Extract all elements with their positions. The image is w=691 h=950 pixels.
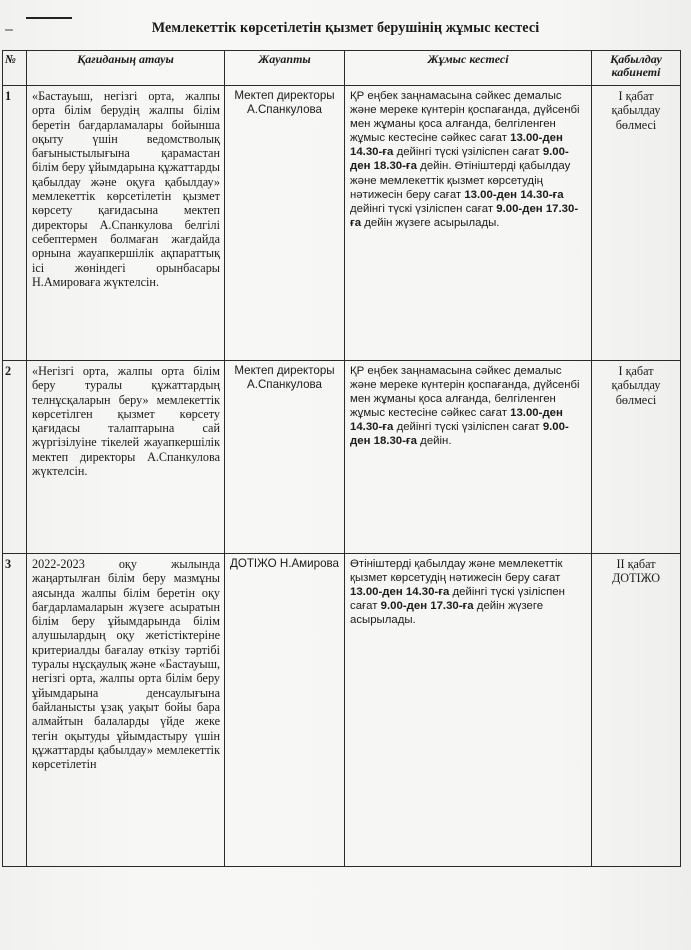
rule-name: «Бастауыш, негізгі орта, жалпы орта білім берудің жалпы білім беретін бағдарламалары бойынша оқыту үшін ведомстволық бағыныстылығына қарамастан білім беру ұйымдарына құжаттарды қабылдау және оқуға қабылдау» мемлекеттік көрсетілетін қызмет көрсету қағидасына мектеп директоры А.Спанкулова белгілі себептермен болмаған жағдайда орнына жауапкершілік ақпараттық ісі жөніндегі орынбасары Н.Амироваға жүктелсін. — [27, 86, 225, 361]
table-row — [3, 361, 681, 554]
rule-name: 2022-2023 оқу жылында жаңартылған білім беру мазмұны аясында жалпы білім беретін оқу бағдарламаларын жүзеге асыратын білім беру ұйымдарында білім алушылардың оқу жетістіктеріне критериалды бағалау өткізу тәртібі туралы нұсқаулық және «Бастауыш, негізгі орта, жалпы орта білім беру ұйымдарына денсаулығына байланысты ұзақ уақыт бойы бара алмайтын балаларды үйде жеке тегін оқытуды ұйымдастыру үшін құжаттарды қабылдау» мемлекеттік көрсетілетін — [27, 554, 225, 867]
work-schedule: Өтініштерді қабылдау және мемлекеттік қызмет көрсетудің нәтижесін беру сағат 13.00-ден 14.30-ға дейінгі түскі үзіліспен сағат 9.00-ден 17.30-ға дейін жүзеге асырылады. — [345, 554, 592, 867]
rule-name: «Негізгі орта, жалпы орта білім беру туралы құжаттардың телнұсқаларын беру» мемлекеттік көрсетілген қызмет көрсету қағидасы талаптарына сай жүргізілуіне тікелей жауапкершілік мектеп директоры А.Спанкулова жүктелсін. — [27, 361, 225, 554]
reception-cabinet: ІІ қабат ДОТІЖО — [592, 554, 681, 867]
header-cabinet: Қабылдау кабинеті — [592, 51, 681, 86]
header-schedule: Жұмыс кестесі — [345, 51, 592, 86]
responsible-person: Мектеп директоры А.Спанкулова — [225, 86, 345, 361]
table-row — [3, 554, 681, 867]
work-schedule: ҚР еңбек заңнамасына сәйкес демалыс және мереке күнтерін қоспағанда, дүйсенбі мен жұманы қоса алғанда, белгіленген жұмыс кестесіне сәйкес сағат 13.00-ден 14.30-ға дейінгі түскі үзіліспен сағат 9.00-ден 18.30-ға дейін. — [345, 361, 592, 554]
reception-cabinet: І қабат қабылдау бөлмесі — [592, 86, 681, 361]
schedule-table — [2, 50, 681, 867]
responsible-person: Мектеп директоры А.Спанкулова — [225, 361, 345, 554]
header-name: Қағиданың атауы — [27, 51, 225, 86]
work-schedule: ҚР еңбек заңнамасына сәйкес демалыс және мереке күнтерін қоспағанда, дүйсенбі мен жұманы қоса алғанда, белгіленген жұмыс кестесіне сәйкес сағат 13.00-ден 14.30-ға дейінгі түскі үзіліспен сағат 9.00-ден 18.30-ға дейін. Өтініштерді қабылдау және мемлекеттік қызмет көрсетудің нәтижесін беру сағат 13.00-ден 14.30-ға дейінгі түскі үзіліспен сағат 9.00-ден 17.30-ға дейін жүзеге асырылады. — [345, 86, 592, 361]
table-header-row — [3, 51, 681, 86]
row-number: 1 — [3, 86, 27, 361]
document-title: Мемлекеттік көрсетілетін қызмет берушінің жұмыс кестесі — [151, 20, 540, 36]
table-row — [3, 86, 681, 361]
reception-cabinet: І қабат қабылдау бөлмесі — [592, 361, 681, 554]
header-responsible: Жауапты — [225, 51, 345, 86]
header-number: № — [3, 51, 27, 86]
row-number: 3 — [3, 554, 27, 867]
row-number: 2 — [3, 361, 27, 554]
scan-mark — [26, 17, 72, 19]
responsible-person: ДОТІЖО Н.Амирова — [225, 554, 345, 867]
